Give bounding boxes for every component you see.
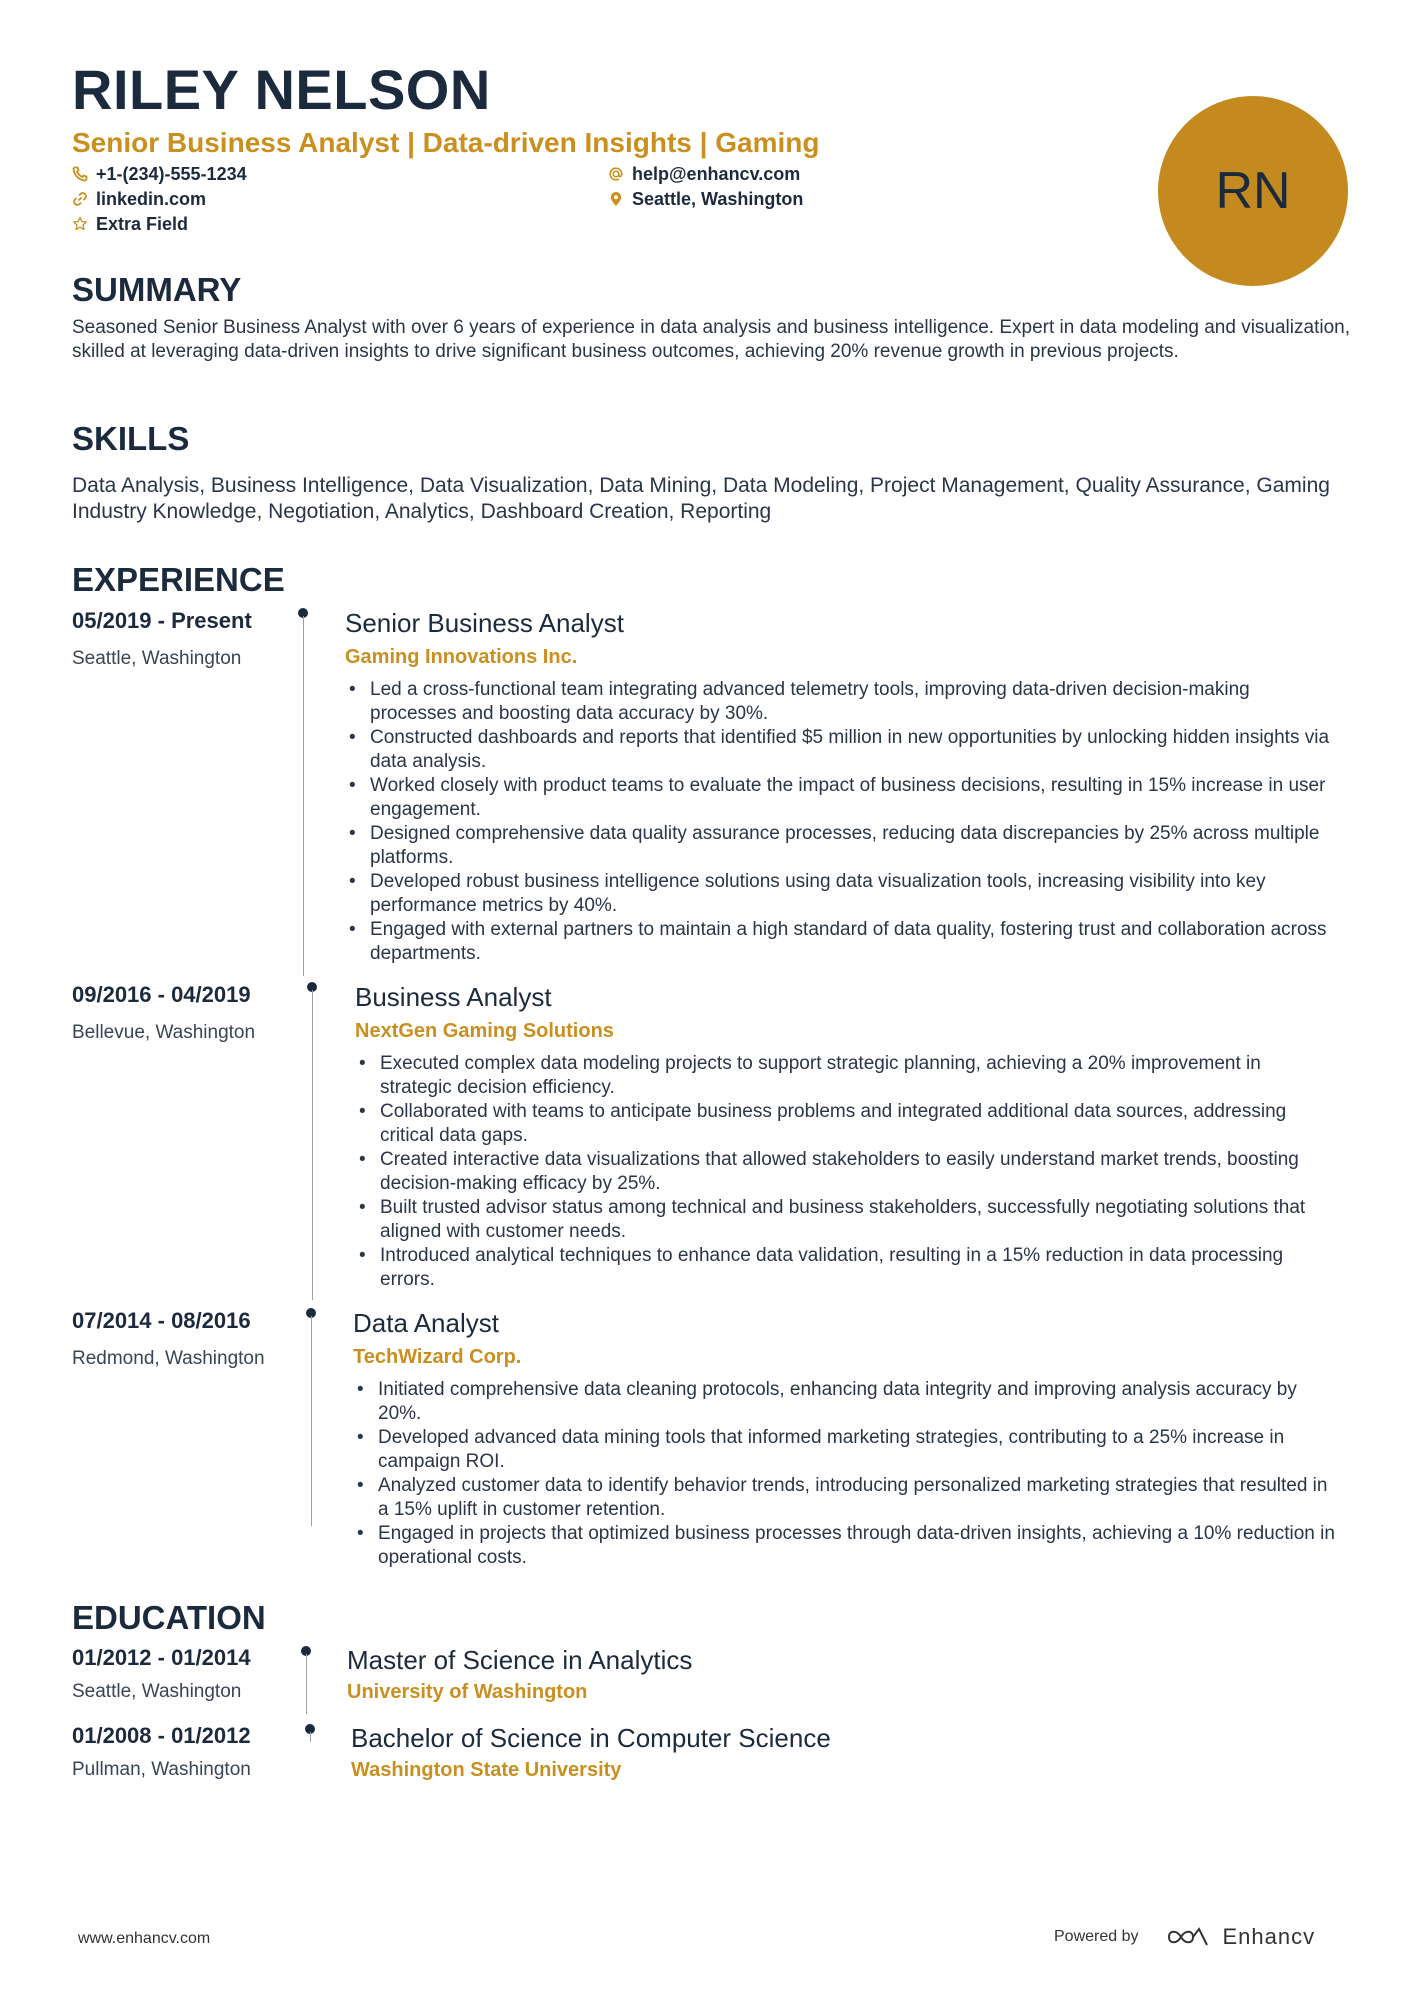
section-title-experience: EXPERIENCE [72,561,285,598]
entry-company: Gaming Innovations Inc. [345,646,578,668]
skills-text: Data Analysis, Business Intelligence, Data Visualization, Data Mining, Data Modeling, Project Management, Quality Assurance, Gaming Industry Knowledge, Negotiation, Analytics, Dashboard Creation, Reporting [72,474,1330,523]
entry-bullets [355,1052,1335,1292]
summary-text: Seasoned Senior Business Analyst with over 6 years of experience in data analysis and business intelligence. Expert in data modeling and visualization, skilled at leveraging data-driven insights to drive significant business outcomes, achieving 20% revenue growth in previous projects. [72,317,1350,362]
avatar: RN [1158,96,1348,286]
list-item: • Introduced analytical techniques to enhance data validation, resulting in a 15% reduction in data processing errors. [355,1244,1335,1292]
link-icon [72,191,88,207]
entry-location: Seattle, Washington [72,648,242,669]
list-item: • Built trusted advisor status among technical and business stakeholders, successfully negotiating solutions that aligned with customer needs. [355,1196,1335,1244]
list-item: • Led a cross-functional team integrating advanced telemetry tools, improving data-driven decision-making processes and boosting data accuracy by 30%. [345,678,1335,726]
contact-email[interactable] [608,164,1008,184]
location-pin-icon [608,191,624,207]
entry-location: Seattle, Washington [72,1681,242,1702]
entry-location: Pullman, Washington [72,1759,251,1780]
timeline-line [303,616,304,976]
contact-text: Extra Field [96,213,189,234]
entry-dates: 01/2012 - 01/2014 [72,1645,251,1670]
entry-bullets [353,1378,1335,1570]
footer-website-link[interactable]: www.enhancv.com [78,1930,211,1947]
list-item: • Developed advanced data mining tools that informed marketing strategies, contributing to a 25% increase in campaign ROI. [353,1426,1335,1474]
candidate-name: RILEY NELSON [72,58,491,121]
entry-school: Washington State University [351,1759,622,1781]
timeline-line [312,990,313,1300]
entry-location: Bellevue, Washington [72,1022,256,1043]
timeline-line [306,1654,307,1714]
entry-degree: Master of Science in Analytics [347,1645,693,1675]
phone-icon [72,166,88,182]
skills-section [72,419,1352,525]
entry-dates: 09/2016 - 04/2019 [72,982,251,1007]
section-title-education: EDUCATION [72,1599,266,1636]
entry-dates: 05/2019 - Present [72,608,252,633]
contact-text: +1-(234)-555-1234 [96,163,247,184]
contact-text: linkedin.com [96,188,207,209]
section-title-skills: SKILLS [72,420,190,457]
list-item: • Executed complex data modeling projects to support strategic planning, achieving a 20% improvement in strategic decision efficiency. [355,1052,1335,1100]
list-item: • Constructed dashboards and reports that identified $5 million in new opportunities by unlocking hidden insights via data analysis. [345,726,1335,774]
headline: Senior Business Analyst | Data-driven Insights | Gaming [72,127,820,158]
list-item: • Engaged in projects that optimized business processes through data-driven insights, achieving a 10% reduction in operational costs. [353,1522,1335,1570]
list-item: • Collaborated with teams to anticipate business problems and integrated additional data sources, addressing critical data gaps. [355,1100,1335,1148]
timeline-line [311,1316,312,1526]
brand-name: Enhancv [1222,1924,1316,1949]
entry-role: Data Analyst [353,1308,499,1338]
entry-location: Redmond, Washington [72,1348,265,1369]
timeline-line [310,1732,311,1742]
entry-bullets [345,678,1335,966]
contact-phone[interactable] [72,164,608,184]
contact-text: Seattle, Washington [632,188,804,209]
entry-company: TechWizard Corp. [353,1346,522,1368]
entry-role: Business Analyst [355,982,552,1012]
star-icon [72,216,88,232]
list-item: • Developed robust business intelligence solutions using data visualization tools, increasing visibility into key performance metrics by 40%. [345,870,1335,918]
contact-location [608,189,1008,209]
powered-by-label: Powered by [1054,1928,1139,1945]
entry-role: Senior Business Analyst [345,608,624,638]
entry-school: University of Washington [347,1681,588,1703]
list-item: • Engaged with external partners to maintain a high standard of data quality, fostering trust and collaboration across departments. [345,918,1335,966]
section-title-summary: SUMMARY [72,271,242,308]
list-item: • Analyzed customer data to identify behavior trends, introducing personalized marketing strategies that resulted in a 15% uplift in customer retention. [353,1474,1335,1522]
entry-dates: 07/2014 - 08/2016 [72,1308,251,1333]
contact-extra-field [72,214,608,234]
list-item: • Worked closely with product teams to evaluate the impact of business decisions, resulting in 15% increase in user engagement. [345,774,1335,822]
at-icon [608,166,624,182]
contact-text: help@enhancv.com [632,163,801,184]
contact-linkedin[interactable] [72,189,608,209]
list-item: • Created interactive data visualizations that allowed stakeholders to easily understand market trends, boosting decision-making efficacy by 25%. [355,1148,1335,1196]
footer-branding [1054,1924,1315,1950]
list-item: • Initiated comprehensive data cleaning protocols, enhancing data integrity and improving analysis accuracy by 20%. [353,1378,1335,1426]
summary-section [72,270,1352,364]
entry-dates: 01/2008 - 01/2012 [72,1723,251,1748]
entry-company: NextGen Gaming Solutions [355,1020,614,1042]
enhancv-logo-icon [1165,1924,1213,1950]
list-item: • Designed comprehensive data quality assurance processes, reducing data discrepancies by 25% across multiple platforms. [345,822,1335,870]
entry-degree: Bachelor of Science in Computer Science [351,1723,831,1753]
